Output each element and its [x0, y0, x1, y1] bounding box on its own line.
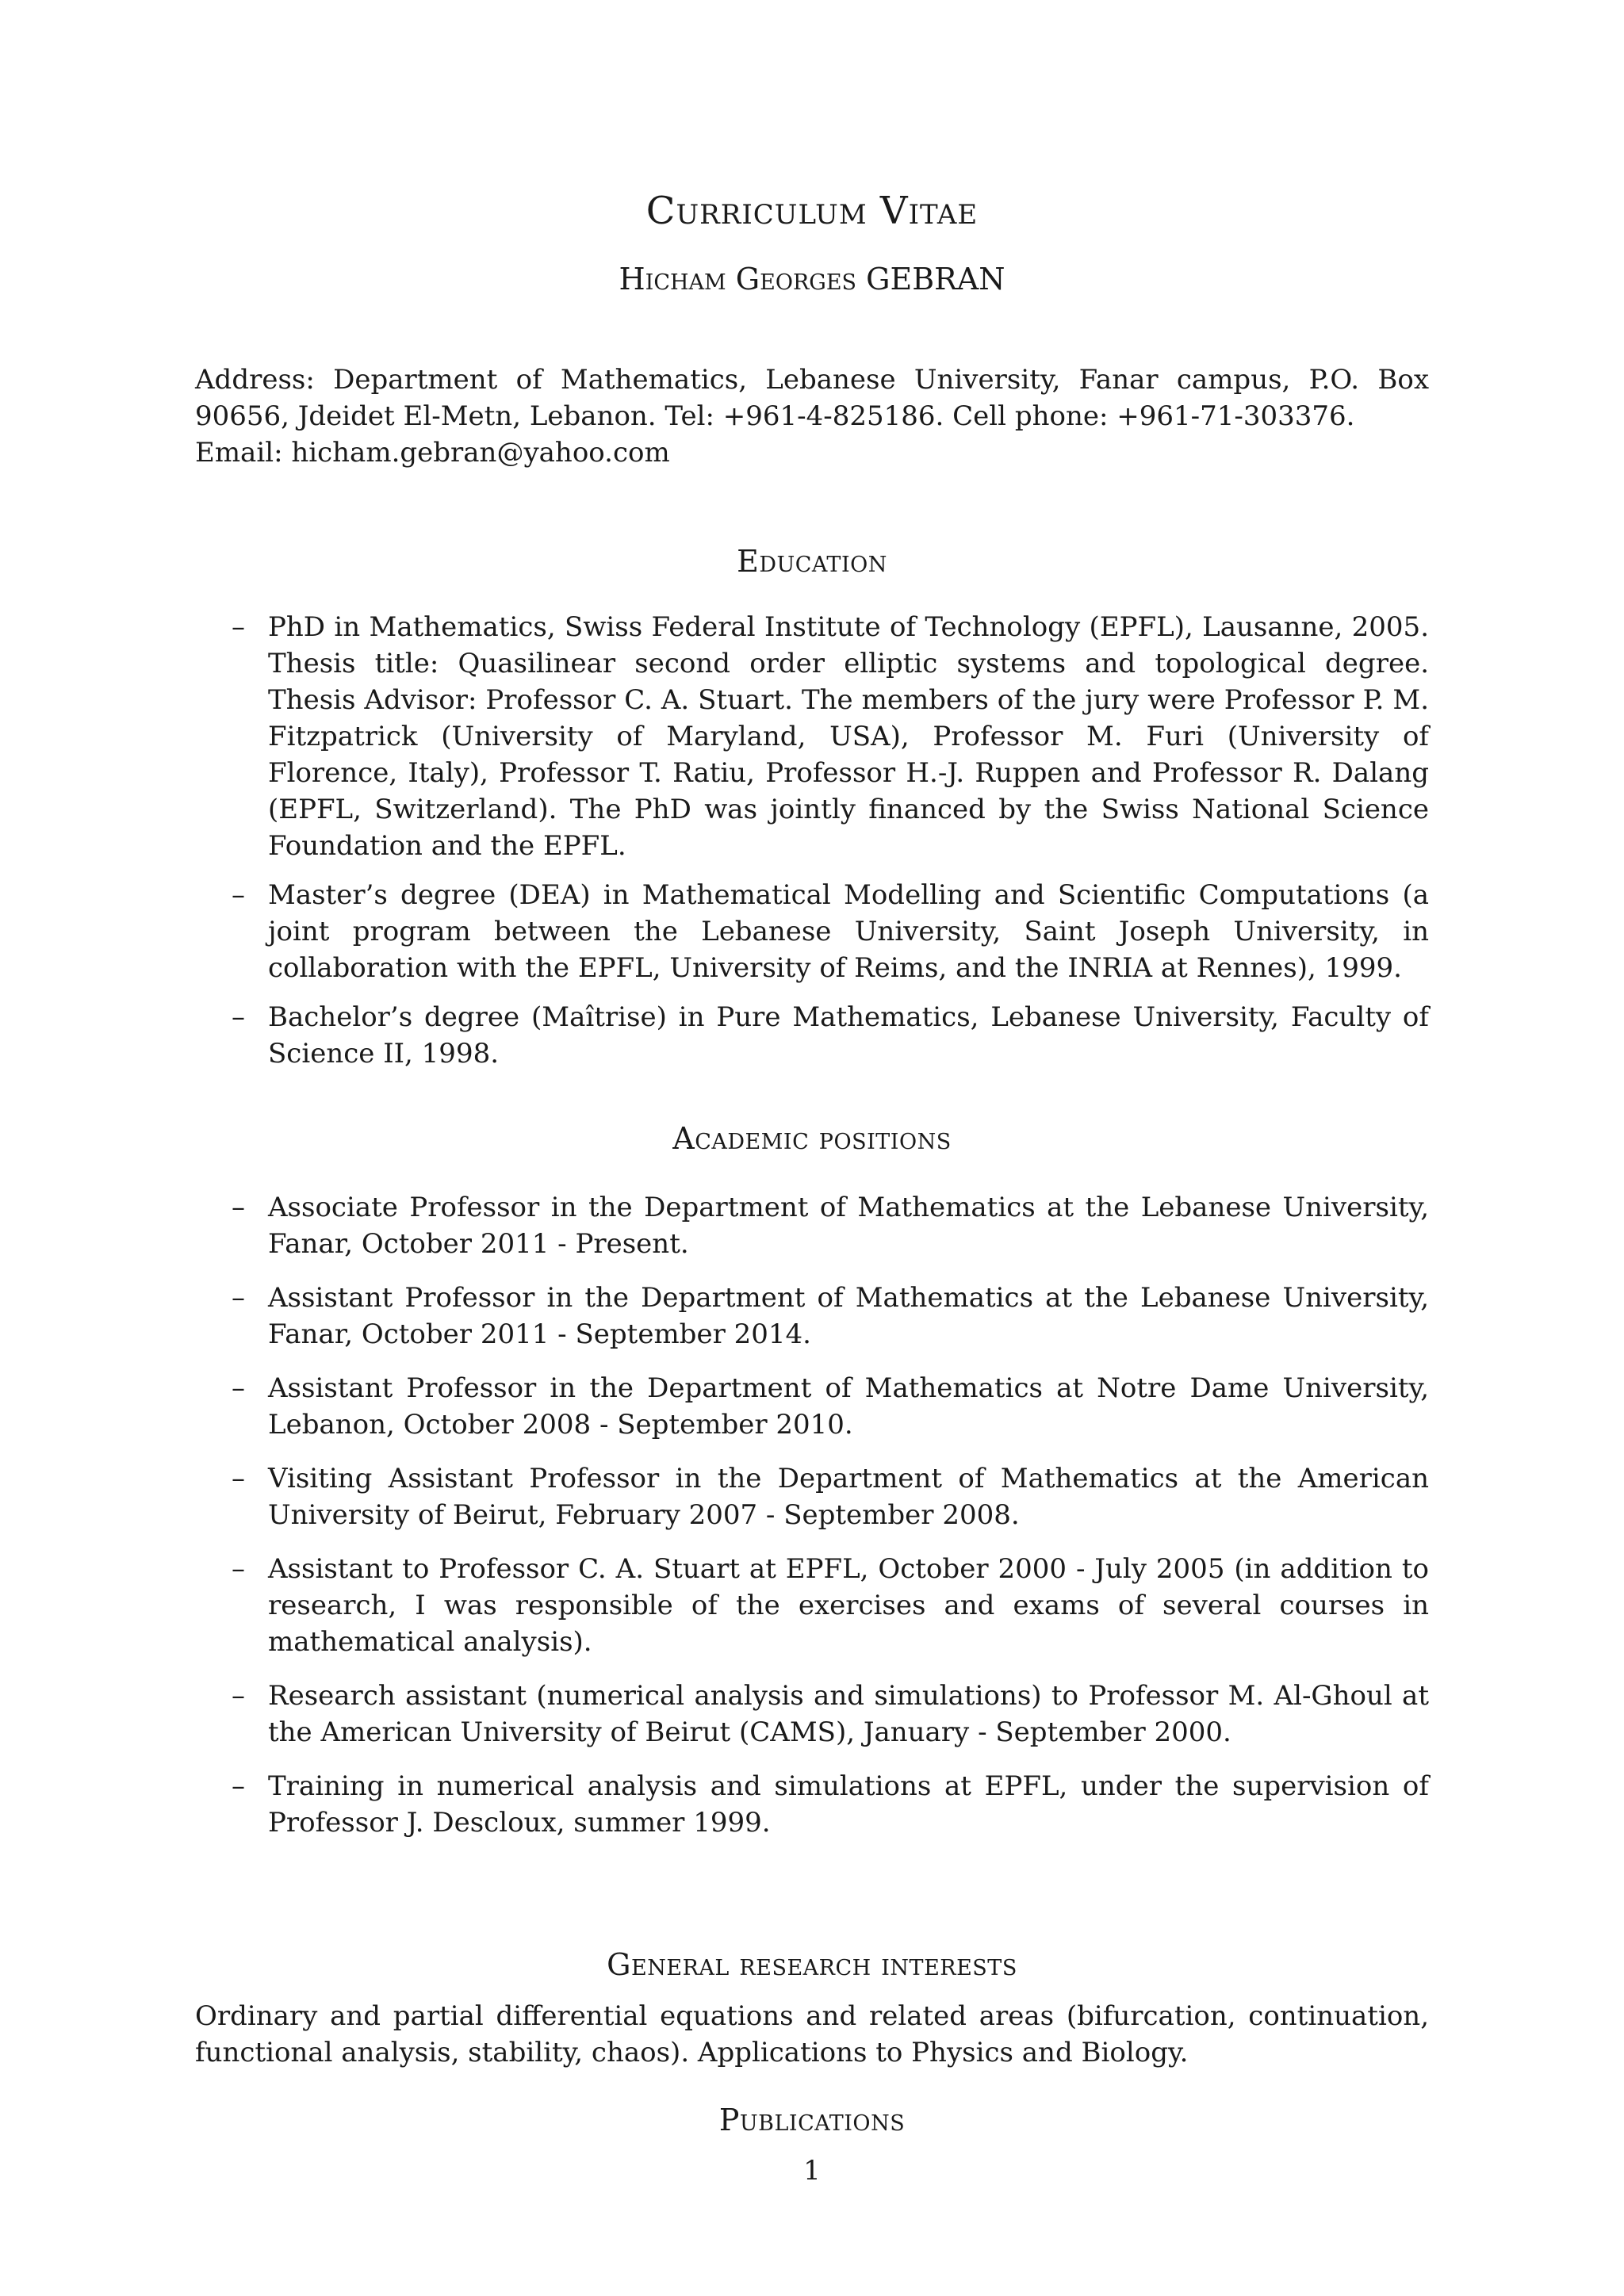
education-heading: Education: [737, 544, 887, 579]
cv-page: [195, 0, 1429, 2296]
education-item-text: Bachelor’s degree (Maîtrise) in Pure Mathematics, Lebanese University, Faculty of Science II, 1998.: [268, 1001, 1429, 1070]
position-item-text: Associate Professor in the Department of Mathematics at the Lebanese University, Fanar, October 2011 - Present.: [268, 1192, 1429, 1260]
education-item-text: Master’s degree (DEA) in Mathematical Modelling and Scientific Computations (a joint program between the Lebanese University, Saint Joseph University, in collaboration with the EPFL, University of Reims, and the INRIA at Rennes), 1999.: [268, 879, 1429, 984]
positions-list: [195, 1189, 1429, 1841]
bullet-dash: –: [232, 1553, 245, 1585]
email-text: Email: hicham.gebran@yahoo.com: [195, 437, 670, 469]
list-item: [195, 1678, 1429, 1751]
position-item-text: Assistant Professor in the Department of Mathematics at Notre Dame University, Lebanon, October 2008 - September 2010.: [268, 1372, 1429, 1441]
person-family-name: GEBRAN: [866, 262, 1005, 297]
bullet-dash: –: [232, 611, 245, 643]
list-item: [195, 1189, 1429, 1262]
bullet-dash: –: [232, 1282, 245, 1314]
bullet-dash: –: [232, 1680, 245, 1712]
position-item-text: Visiting Assistant Professor in the Department of Mathematics at the American University of Beirut, February 2007 - September 2008.: [268, 1463, 1429, 1531]
list-item: [195, 1280, 1429, 1353]
bullet-dash: –: [232, 1192, 245, 1223]
bullet-dash: –: [232, 1001, 245, 1033]
position-item-text: Assistant Professor in the Department of Mathematics at the Lebanese University, Fanar, October 2011 - September 2014.: [268, 1282, 1429, 1350]
list-item: [195, 1370, 1429, 1443]
list-item: [195, 1460, 1429, 1533]
person-name: [195, 262, 1429, 297]
bullet-dash: –: [232, 879, 245, 911]
person-given-names: Hicham Georges: [619, 262, 857, 297]
positions-heading: Academic positions: [672, 1121, 952, 1156]
list-item: [195, 877, 1429, 986]
document-title: Curriculum Vitae: [645, 189, 979, 233]
bullet-dash: –: [232, 1770, 245, 1802]
list-item: [195, 1551, 1429, 1660]
bullet-dash: –: [232, 1372, 245, 1404]
bullet-dash: –: [232, 1463, 245, 1494]
list-item: [195, 1768, 1429, 1841]
research-text: Ordinary and partial differential equations and related areas (bifurcation, continuation, functional analysis, stability, chaos). Applications to Physics and Biology.: [195, 2000, 1429, 2068]
research-heading: General research interests: [607, 1947, 1017, 1982]
contact-block: [195, 362, 1429, 471]
education-list: [195, 609, 1429, 1072]
publications-heading: Publications: [718, 2103, 906, 2137]
list-item: [195, 999, 1429, 1072]
position-item-text: Assistant to Professor C. A. Stuart at EPFL, October 2000 - July 2005 (in addition to research, I was responsible of the exercises and exams of several courses in mathematical analysis).: [268, 1553, 1429, 1658]
address-text: Address: Department of Mathematics, Lebanese University, Fanar campus, P.O. Box 90656, Jdeidet El-Metn, Lebanon. Tel: +961-4-825186. Cell phone: +961-71-303376.: [195, 364, 1429, 432]
education-item-text: PhD in Mathematics, Swiss Federal Institute of Technology (EPFL), Lausanne, 2005. Thesis title: Quasilinear second order elliptic systems and topological degree. Thesis Advisor: Professor C. A. Stuart. The members of the jury were Professor P. M. Fitzpatrick (University of Maryland, USA), Professor M. Furi (University of Florence, Italy), Professor T. Ratiu, Professor H.-J. Ruppen and Professor R. Dalang (EPFL, Switzerland). The PhD was jointly financed by the Swiss National Science Foundation and the EPFL.: [268, 611, 1429, 862]
page-number: 1: [803, 2155, 821, 2187]
list-item: [195, 609, 1429, 864]
position-item-text: Training in numerical analysis and simulations at EPFL, under the supervision of Professor J. Descloux, summer 1999.: [268, 1770, 1429, 1839]
position-item-text: Research assistant (numerical analysis and simulations) to Professor M. Al-Ghoul at the American University of Beirut (CAMS), January - September 2000.: [268, 1680, 1429, 1748]
